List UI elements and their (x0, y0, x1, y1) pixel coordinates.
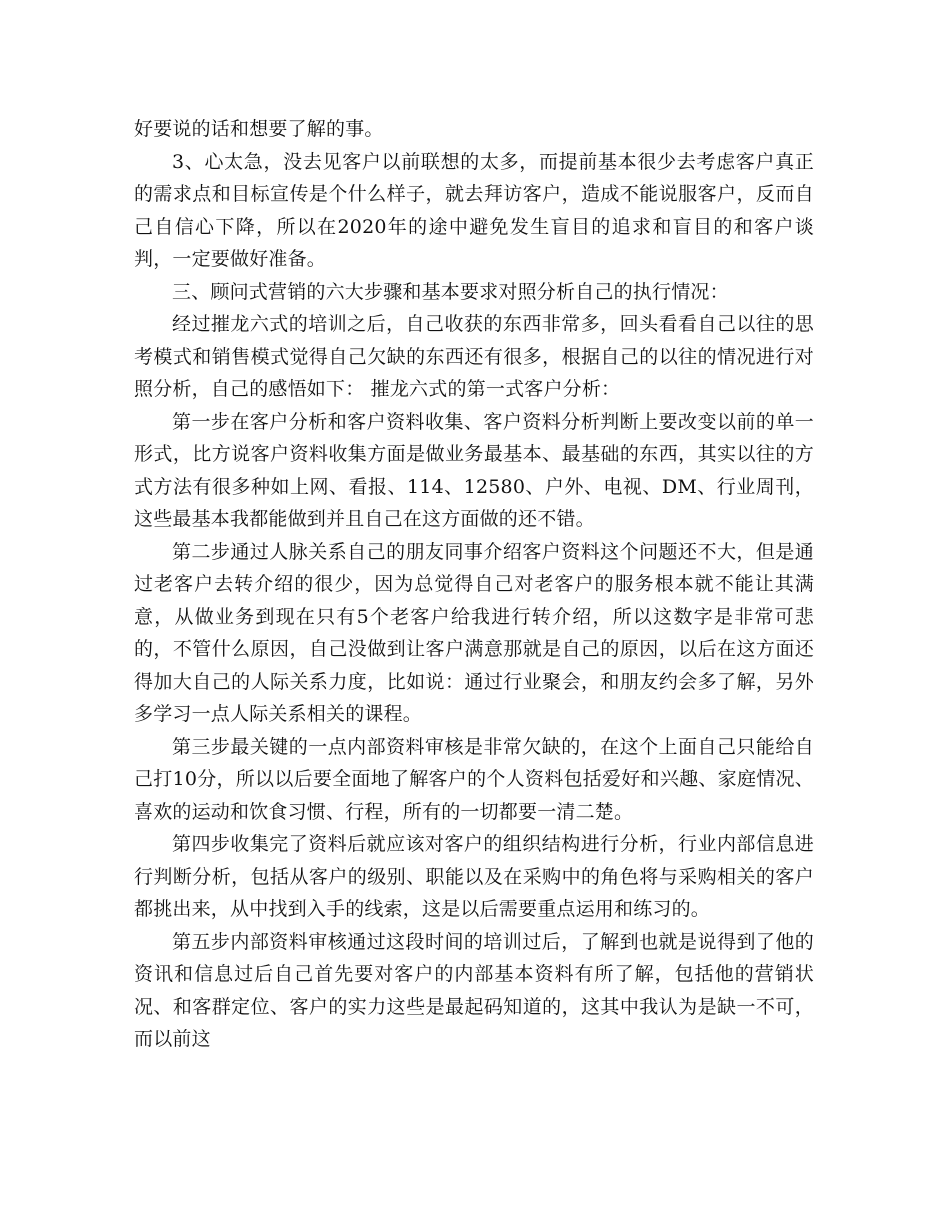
paragraph-1: 好要说的话和想要了解的事。 (134, 118, 384, 140)
paragraph-8: 第四步收集完了资料后就应该对客户的组织结构进行分析，行业内部信息进行判断分析，包括从客户的级别、职能以及在采购中的角色将与采购相关的客户都挑出来，从中找到入手的线索，这是以后需要重点运用和练习的。 (134, 833, 814, 920)
paragraph-3: 三、顾问式营销的六大步骤和基本要求对照分析自己的执行情况： (172, 280, 729, 303)
paragraph-7: 第三步最关键的一点内部资料审核是非常欠缺的，在这个上面自己只能给自己打10分，所以以后要全面地了解客户的个人资料包括爱好和兴趣、家庭情况、喜欢的运动和饮食习惯、行程，所有的一切都要一清二楚。 (134, 735, 814, 823)
document-body (134, 113, 814, 1056)
paragraph-5: 第一步在客户分析和客户资料收集、客户资料分析判断上要改变以前的单一形式，比方说客户资料收集方面是做业务最基本、最基础的东西，其实以往的方式方法有很多种如上网、看报、114、12580、户外、电视、DM、行业周刊，这些最基本我都能做到并且自己在这方面做的还不错。 (134, 410, 814, 530)
paragraph-6: 第二步通过人脉关系自己的朋友同事介绍客户资料这个问题还不大，但是通过老客户去转介绍的很少，因为总觉得自己对老客户的服务根本就不能让其满意，从做业务到现在只有5个老客户给我进行转介绍，所以这数字是非常可悲的，不管什么原因，自己没做到让客户满意那就是自己的原因，以后在这方面还得加大自己的人际关系力度，比如说：通过行业聚会，和朋友约会多了解，另外多学习一点人际关系相关的课程。 (134, 540, 814, 725)
paragraph-9: 第五步内部资料审核通过这段时间的培训过后，了解到也就是说得到了他的资讯和信息过后自己首先要对客户的内部基本资料有所了解，包括他的营销状况、和客群定位、客户的实力这些是最起码知道的，这其中我认为是缺一不可，而以前这 (134, 930, 814, 1050)
paragraph-4: 经过摧龙六式的培训之后，自己收获的东西非常多，回头看看自己以往的思考模式和销售模式觉得自己欠缺的东西还有很多，根据自己的以往的情况进行对照分析，自己的感悟如下： 摧龙六式的第一式客户分析： (134, 313, 814, 400)
paragraph-2: 3、心太急，没去见客户以前联想的太多，而提前基本很少去考虑客户真正的需求点和目标宣传是个什么样子，就去拜访客户，造成不能说服客户，反而自己自信心下降，所以在2020年的途中避免发生盲目的追求和盲目的和客户谈判，一定要做好准备。 (134, 150, 814, 270)
